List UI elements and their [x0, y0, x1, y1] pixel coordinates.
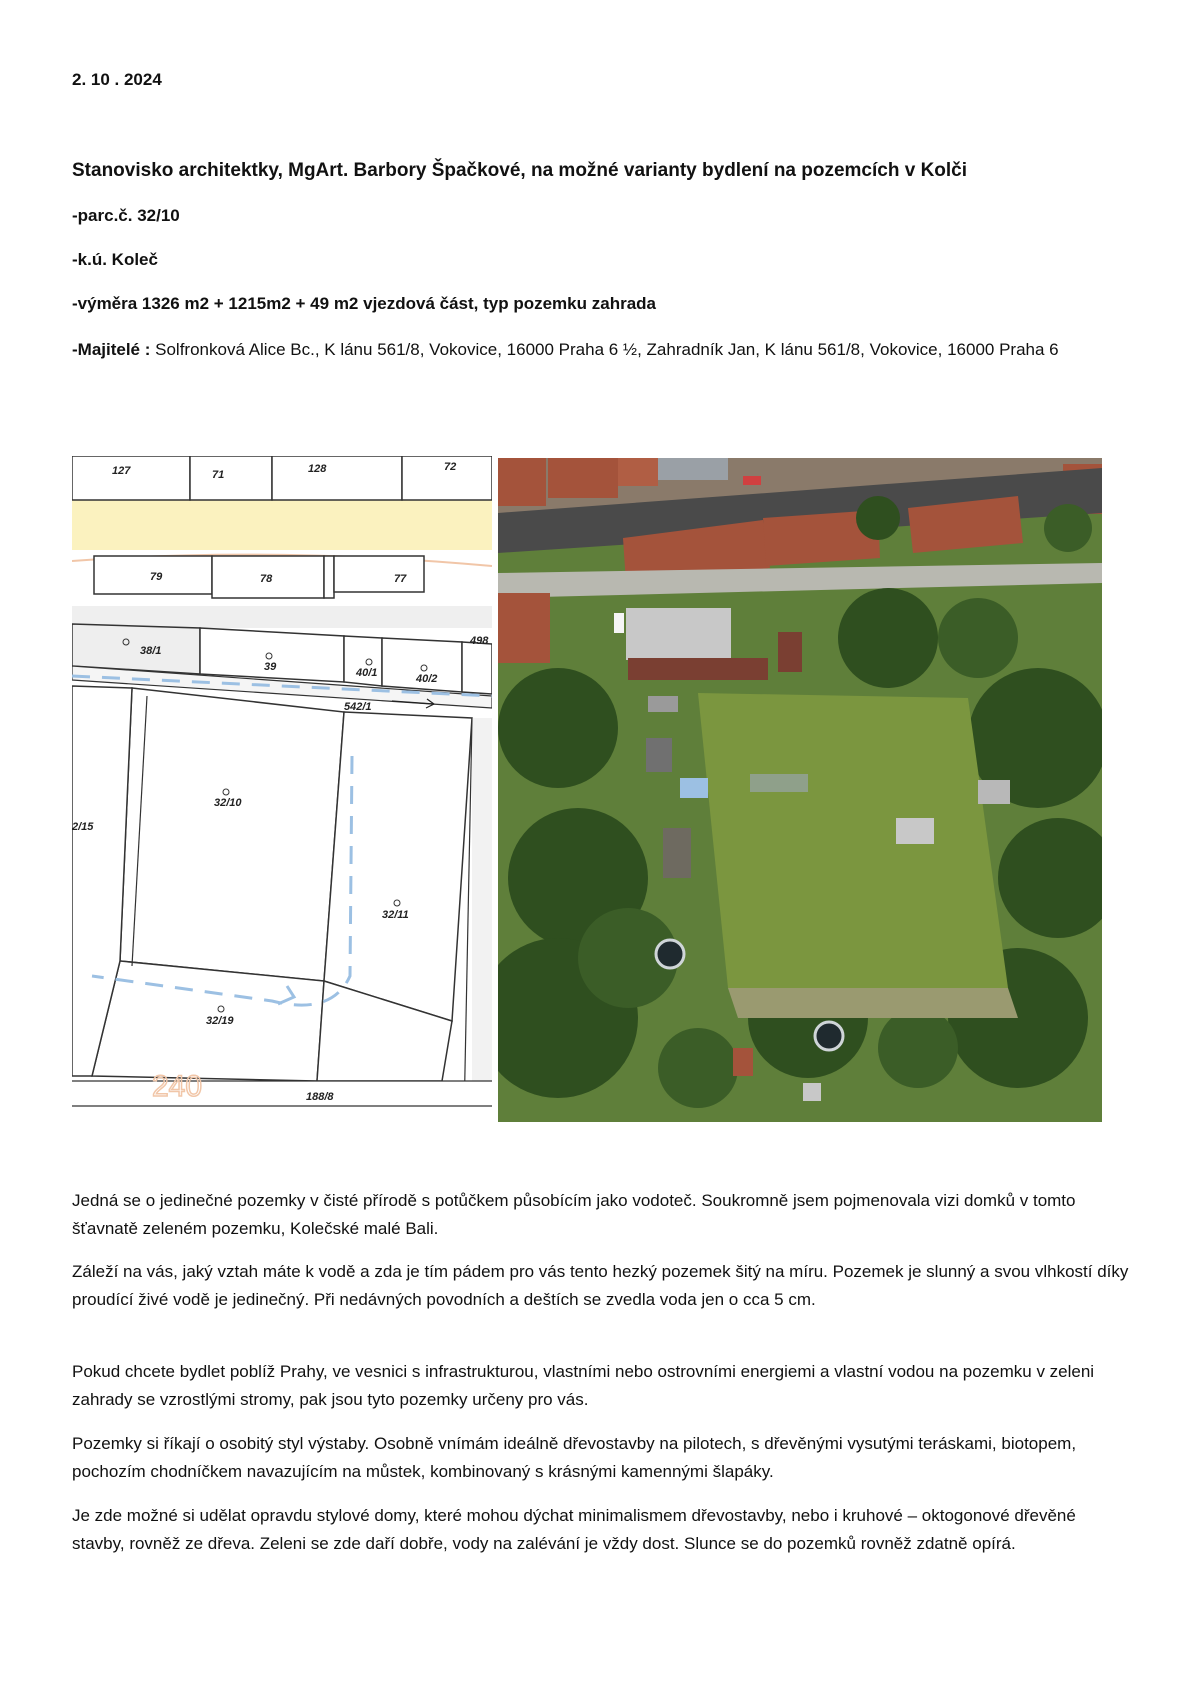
map-label-79: 79 — [150, 571, 163, 583]
paragraph-2: Záleží na vás, jaký vztah máte k vodě a zda je tím pádem pro vás tento hezký pozemek šitý na míru. Pozemek je slunný a svou vlhkostí díky proudící živé vodě je jedinečný. Při nedávných povodních a deštích se zvedla voda jen o cca 5 cm. — [72, 1262, 1129, 1309]
document-date: 2. 10 . 2024 — [72, 70, 162, 89]
map-label-2-15: 2/15 — [72, 821, 94, 833]
paragraph-3: Pokud chcete bydlet poblíž Prahy, ve vesnici s infrastrukturou, vlastními nebo ostrovními energiemi a vlastní vodou na pozemku v zeleni zahrady se vzrostlými stromy, pak jsou tyto pozemky určeny pro vás. — [72, 1362, 1095, 1409]
map-label-128: 128 — [308, 463, 327, 475]
map-label-71: 71 — [212, 469, 225, 481]
parcel-number: -parc.č. 32/10 — [72, 206, 180, 225]
owners — [72, 336, 1132, 364]
map-label-127: 127 — [112, 465, 131, 477]
owners-text: Solfronková Alice Bc., K lánu 561/8, Vokovice, 16000 Praha 6 ½, Zahradník Jan, K lánu 561/8, Vokovice, 16000 Praha 6 — [150, 340, 1059, 359]
map-label-38-1: 38/1 — [140, 645, 162, 657]
document-heading: Stanovisko architektky, MgArt. Barbory Špačkové, na možné varianty bydlení na pozemcích v Kolči — [72, 160, 968, 181]
aerial-photo — [498, 458, 1102, 1122]
map-label-32-10: 32/10 — [214, 797, 242, 809]
map-label-78: 78 — [260, 573, 273, 585]
map-label-542-1: 542/1 — [344, 701, 372, 713]
cadastral-area: -k.ú. Koleč — [72, 250, 158, 269]
map-label-72: 72 — [444, 461, 457, 473]
owners-label: -Majitelé : — [72, 340, 151, 359]
cadastral-map — [72, 456, 492, 1120]
map-label-40-2: 40/2 — [416, 673, 438, 685]
map-label-39: 39 — [264, 661, 277, 673]
map-label-240: 240 — [152, 1070, 203, 1103]
paragraph-4: Pozemky si říkají o osobitý styl výstaby. Osobně vnímám ideálně dřevostavby na pilotech, s dřevěnými vysutými teráskami, biotopem, pochozím chodníčkem navazujícím na můstek, kombinovaný s krásnými kamennými šlapáky. — [72, 1434, 1077, 1481]
paragraph-1: Jedná se o jedinečné pozemky v čisté přírodě s potůčkem působícím jako vodoteč. Soukromně jsem pojmenovala vizi domků v tomto šťavnatě zeleném pozemku, Kolečské malé Bali. — [72, 1191, 1076, 1238]
map-label-40-1: 40/1 — [356, 667, 378, 679]
map-label-32-19: 32/19 — [206, 1015, 234, 1027]
plot-area: -výměra 1326 m2 + 1215m2 + 49 m2 vjezdová část, typ pozemku zahrada — [72, 294, 656, 313]
map-label-498: 498 — [470, 635, 489, 647]
paragraph-5: Je zde možné si udělat opravdu stylové domy, které mohou dýchat minimalismem dřevostavby, nebo i kruhové – oktogonové dřevěné stavby, rovněž ze dřeva. Zeleni se zde daří dobře, vody na zalévání je vždy dost. Slunce se do pozemků rovněž zdatně opírá. — [72, 1506, 1076, 1553]
map-label-77: 77 — [394, 573, 407, 585]
map-label-32-11: 32/11 — [382, 909, 409, 921]
map-label-188-8: 188/8 — [306, 1091, 334, 1103]
